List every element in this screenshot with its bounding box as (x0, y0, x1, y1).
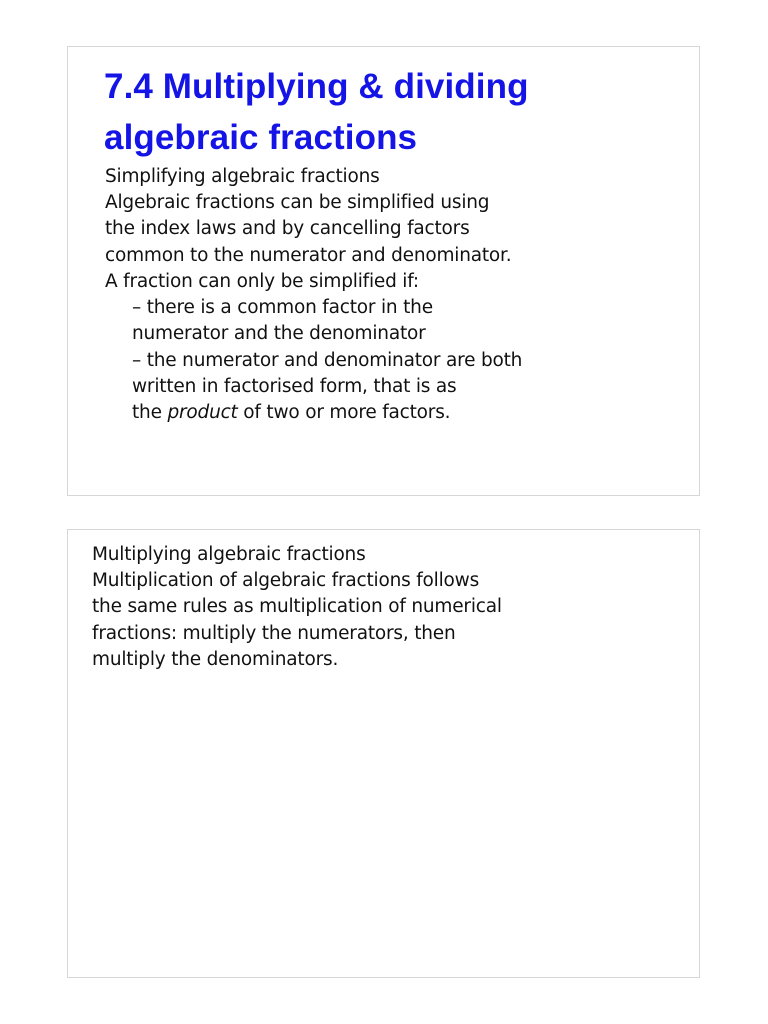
section-heading: Simplifying algebraic fractions (105, 166, 380, 187)
emphasis-product: product (167, 402, 238, 424)
condition-line: written in factorised form, that is as (132, 376, 457, 398)
body-line: multiply the denominators. (92, 648, 339, 670)
body-line: common to the numerator and denominator. (105, 244, 512, 266)
title-line-1: 7.4 Multiplying & dividing (104, 67, 529, 106)
slide-body (105, 164, 522, 427)
condition-line: numerator and the denominator (132, 323, 426, 345)
body-line: fractions: multiply the numerators, then (92, 622, 456, 644)
slide-simplifying (67, 46, 700, 496)
body-line: Multiplication of algebraic fractions follows (92, 570, 480, 591)
body-line: the same rules as multiplication of numerical (92, 596, 502, 618)
condition-line: – the numerator and denominator are both (132, 349, 523, 371)
body-line: A fraction can only be simplified if: (105, 270, 419, 292)
body-line: Algebraic fractions can be simplified using (105, 192, 490, 213)
condition-line-last (105, 400, 522, 426)
slide-title (104, 61, 529, 163)
section-heading: Multiplying algebraic fractions (92, 544, 366, 565)
condition-line: – there is a common factor in the (132, 297, 433, 319)
body-line: the index laws and by cancelling factors (105, 218, 470, 240)
slide-body (92, 542, 502, 673)
title-line-2: algebraic fractions (104, 118, 418, 157)
slide-multiplying (67, 529, 700, 978)
text-prefix: the (132, 402, 168, 424)
text-suffix: of two or more factors. (237, 402, 451, 424)
